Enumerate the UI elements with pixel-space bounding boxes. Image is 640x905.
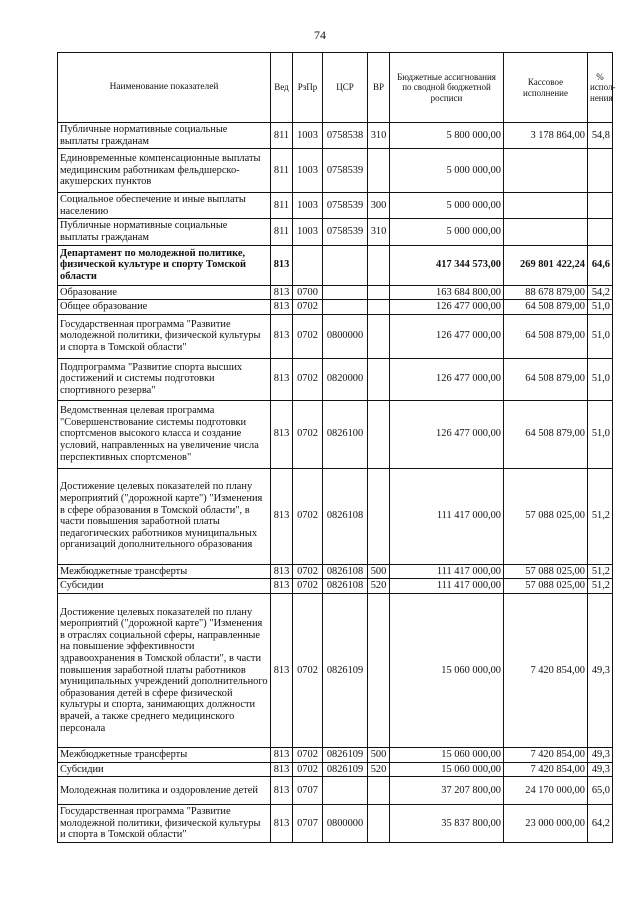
table-row bbox=[58, 193, 613, 219]
cell-name: Достижение целевых показателей по плану мероприятий ("дорожной карте") "Изменения в сфере образования в Томской области", в части повышения заработной платы педагогических работников муниципальных организаций дополнительного образования bbox=[58, 468, 271, 564]
cell-rzpr: 0702 bbox=[293, 314, 323, 358]
header-name: Наименование показателей bbox=[58, 53, 271, 123]
cell-vr: 520 bbox=[368, 762, 390, 777]
cell-vr bbox=[368, 593, 390, 747]
cell-assignments: 5 000 000,00 bbox=[390, 193, 504, 219]
cell-name: Межбюджетные трансферты bbox=[58, 564, 271, 579]
table-row bbox=[58, 219, 613, 245]
cell-vr bbox=[368, 314, 390, 358]
cell-csr: 0826108 bbox=[323, 468, 368, 564]
cell-name: Субсидии bbox=[58, 579, 271, 594]
cell-ved: 813 bbox=[271, 400, 293, 468]
table-row bbox=[58, 805, 613, 843]
cell-cash: 64 508 879,00 bbox=[504, 400, 588, 468]
cell-vr bbox=[368, 777, 390, 805]
cell-name: Социальное обеспечение и иные выплаты населению bbox=[58, 193, 271, 219]
cell-ved: 813 bbox=[271, 245, 293, 285]
table-row bbox=[58, 762, 613, 777]
cell-csr: 0758539 bbox=[323, 193, 368, 219]
cell-percent: 51,2 bbox=[588, 579, 613, 594]
header-vr: ВР bbox=[368, 53, 390, 123]
header-assignments: Бюджетные ассигнования по сводной бюджетной росписи bbox=[390, 53, 504, 123]
cell-csr: 0758539 bbox=[323, 149, 368, 193]
cell-name: Достижение целевых показателей по плану мероприятий ("дорожной карте") "Изменения в отраслях социальной сферы, направленные на повышение эффективности здравоохранения в Томской области", в части повышения заработной платы работников муниципальных учреждений дополнительного образования детей в сфере физической культуры и спорта, занимающих должности врачей, а также среднего медицинского персонала bbox=[58, 593, 271, 747]
cell-name: Субсидии bbox=[58, 762, 271, 777]
cell-ved: 813 bbox=[271, 468, 293, 564]
cell-csr bbox=[323, 285, 368, 300]
cell-ved: 813 bbox=[271, 593, 293, 747]
cell-cash: 23 000 000,00 bbox=[504, 805, 588, 843]
cell-csr bbox=[323, 300, 368, 315]
cell-csr bbox=[323, 777, 368, 805]
table-row bbox=[58, 747, 613, 762]
cell-ved: 813 bbox=[271, 564, 293, 579]
table-row bbox=[58, 564, 613, 579]
cell-ved: 811 bbox=[271, 123, 293, 149]
header-cash: Кассовое исполнение bbox=[504, 53, 588, 123]
cell-cash: 57 088 025,00 bbox=[504, 579, 588, 594]
cell-assignments: 35 837 800,00 bbox=[390, 805, 504, 843]
cell-rzpr: 0702 bbox=[293, 400, 323, 468]
cell-name: Единовременные компенсационные выплаты медицинским работникам фельдшерско-акушерских пунктов bbox=[58, 149, 271, 193]
cell-csr bbox=[323, 245, 368, 285]
cell-assignments: 111 417 000,00 bbox=[390, 579, 504, 594]
cell-ved: 811 bbox=[271, 193, 293, 219]
cell-csr: 0826108 bbox=[323, 579, 368, 594]
cell-name: Государственная программа "Развитие молодежной политики, физической культуры и спорта в Томской области" bbox=[58, 805, 271, 843]
cell-rzpr: 0702 bbox=[293, 564, 323, 579]
table-body bbox=[58, 123, 613, 843]
cell-ved: 813 bbox=[271, 579, 293, 594]
cell-cash: 64 508 879,00 bbox=[504, 314, 588, 358]
cell-vr bbox=[368, 300, 390, 315]
cell-ved: 813 bbox=[271, 358, 293, 400]
cell-ved: 813 bbox=[271, 805, 293, 843]
header-csr: ЦСР bbox=[323, 53, 368, 123]
header-ved: Вед bbox=[271, 53, 293, 123]
cell-rzpr: 0702 bbox=[293, 747, 323, 762]
cell-percent: 51,0 bbox=[588, 300, 613, 315]
cell-assignments: 163 684 800,00 bbox=[390, 285, 504, 300]
cell-name: Публичные нормативные социальные выплаты гражданам bbox=[58, 123, 271, 149]
table-row bbox=[58, 300, 613, 315]
table-row bbox=[58, 314, 613, 358]
cell-vr: 310 bbox=[368, 123, 390, 149]
cell-cash bbox=[504, 193, 588, 219]
cell-rzpr: 1003 bbox=[293, 149, 323, 193]
cell-vr bbox=[368, 149, 390, 193]
cell-cash: 64 508 879,00 bbox=[504, 358, 588, 400]
header-row bbox=[58, 53, 613, 123]
cell-assignments: 126 477 000,00 bbox=[390, 400, 504, 468]
cell-cash: 269 801 422,24 bbox=[504, 245, 588, 285]
cell-percent: 64,2 bbox=[588, 805, 613, 843]
cell-rzpr: 1003 bbox=[293, 193, 323, 219]
cell-ved: 813 bbox=[271, 777, 293, 805]
cell-name: Публичные нормативные социальные выплаты гражданам bbox=[58, 219, 271, 245]
cell-vr bbox=[368, 805, 390, 843]
table-row bbox=[58, 579, 613, 594]
cell-cash: 7 420 854,00 bbox=[504, 747, 588, 762]
cell-assignments: 15 060 000,00 bbox=[390, 593, 504, 747]
cell-ved: 811 bbox=[271, 219, 293, 245]
cell-ved: 813 bbox=[271, 314, 293, 358]
cell-vr bbox=[368, 245, 390, 285]
cell-vr: 520 bbox=[368, 579, 390, 594]
cell-csr: 0800000 bbox=[323, 314, 368, 358]
cell-rzpr: 0707 bbox=[293, 777, 323, 805]
cell-rzpr: 0707 bbox=[293, 805, 323, 843]
cell-vr bbox=[368, 468, 390, 564]
cell-cash: 64 508 879,00 bbox=[504, 300, 588, 315]
cell-vr: 300 bbox=[368, 193, 390, 219]
cell-vr: 310 bbox=[368, 219, 390, 245]
cell-percent: 54,8 bbox=[588, 123, 613, 149]
cell-percent: 51,2 bbox=[588, 564, 613, 579]
cell-cash: 57 088 025,00 bbox=[504, 468, 588, 564]
cell-ved: 811 bbox=[271, 149, 293, 193]
cell-rzpr: 0702 bbox=[293, 358, 323, 400]
cell-csr: 0826109 bbox=[323, 747, 368, 762]
cell-vr: 500 bbox=[368, 747, 390, 762]
header-percent: % испол-нения bbox=[588, 53, 613, 123]
cell-csr: 0758538 bbox=[323, 123, 368, 149]
cell-cash bbox=[504, 149, 588, 193]
cell-csr: 0826109 bbox=[323, 762, 368, 777]
cell-percent: 49,3 bbox=[588, 747, 613, 762]
cell-percent: 65,0 bbox=[588, 777, 613, 805]
cell-percent: 54,2 bbox=[588, 285, 613, 300]
cell-assignments: 5 000 000,00 bbox=[390, 149, 504, 193]
cell-assignments: 126 477 000,00 bbox=[390, 314, 504, 358]
cell-name: Департамент по молодежной политике, физической культуре и спорту Томской области bbox=[58, 245, 271, 285]
cell-rzpr bbox=[293, 245, 323, 285]
cell-assignments: 126 477 000,00 bbox=[390, 300, 504, 315]
cell-rzpr: 0702 bbox=[293, 300, 323, 315]
cell-cash: 7 420 854,00 bbox=[504, 593, 588, 747]
cell-ved: 813 bbox=[271, 285, 293, 300]
cell-assignments: 37 207 800,00 bbox=[390, 777, 504, 805]
cell-cash: 24 170 000,00 bbox=[504, 777, 588, 805]
cell-cash: 57 088 025,00 bbox=[504, 564, 588, 579]
cell-rzpr: 1003 bbox=[293, 123, 323, 149]
cell-percent bbox=[588, 193, 613, 219]
cell-rzpr: 0700 bbox=[293, 285, 323, 300]
cell-name: Подпрограмма "Развитие спорта высших достижений и системы подготовки спортивного резерва" bbox=[58, 358, 271, 400]
cell-vr bbox=[368, 400, 390, 468]
cell-csr: 0800000 bbox=[323, 805, 368, 843]
cell-rzpr: 1003 bbox=[293, 219, 323, 245]
cell-csr: 0826109 bbox=[323, 593, 368, 747]
cell-percent: 51,2 bbox=[588, 468, 613, 564]
cell-csr: 0826100 bbox=[323, 400, 368, 468]
table-row bbox=[58, 245, 613, 285]
cell-percent: 51,0 bbox=[588, 358, 613, 400]
cell-assignments: 15 060 000,00 bbox=[390, 762, 504, 777]
table-row bbox=[58, 285, 613, 300]
cell-rzpr: 0702 bbox=[293, 762, 323, 777]
cell-assignments: 5 000 000,00 bbox=[390, 219, 504, 245]
cell-percent: 51,0 bbox=[588, 314, 613, 358]
page-number: 74 bbox=[314, 28, 326, 42]
cell-percent bbox=[588, 149, 613, 193]
budget-table bbox=[57, 52, 616, 843]
cell-cash: 3 178 864,00 bbox=[504, 123, 588, 149]
table-row bbox=[58, 400, 613, 468]
cell-rzpr: 0702 bbox=[293, 593, 323, 747]
table-row bbox=[58, 468, 613, 564]
cell-rzpr: 0702 bbox=[293, 468, 323, 564]
cell-ved: 813 bbox=[271, 747, 293, 762]
cell-percent: 64,6 bbox=[588, 245, 613, 285]
cell-assignments: 126 477 000,00 bbox=[390, 358, 504, 400]
cell-assignments: 5 800 000,00 bbox=[390, 123, 504, 149]
cell-name: Образование bbox=[58, 285, 271, 300]
cell-percent: 49,3 bbox=[588, 593, 613, 747]
cell-cash: 7 420 854,00 bbox=[504, 762, 588, 777]
cell-csr: 0826108 bbox=[323, 564, 368, 579]
table-row bbox=[58, 123, 613, 149]
cell-assignments: 111 417 000,00 bbox=[390, 564, 504, 579]
table-row bbox=[58, 777, 613, 805]
cell-percent bbox=[588, 219, 613, 245]
table-row bbox=[58, 149, 613, 193]
cell-name: Ведомственная целевая программа "Совершенствование системы подготовки спортсменов высокого класса и создание условий, направленных на увеличение числа перспективных спортсменов" bbox=[58, 400, 271, 468]
header-rzpr: РзПр bbox=[293, 53, 323, 123]
table-row bbox=[58, 358, 613, 400]
cell-name: Государственная программа "Развитие молодежной политики, физической культуры и спорта в Томской области" bbox=[58, 314, 271, 358]
cell-vr bbox=[368, 358, 390, 400]
cell-rzpr: 0702 bbox=[293, 579, 323, 594]
cell-vr bbox=[368, 285, 390, 300]
cell-name: Межбюджетные трансферты bbox=[58, 747, 271, 762]
cell-assignments: 15 060 000,00 bbox=[390, 747, 504, 762]
cell-percent: 51,0 bbox=[588, 400, 613, 468]
cell-cash bbox=[504, 219, 588, 245]
cell-csr: 0758539 bbox=[323, 219, 368, 245]
cell-vr: 500 bbox=[368, 564, 390, 579]
cell-ved: 813 bbox=[271, 762, 293, 777]
cell-assignments: 111 417 000,00 bbox=[390, 468, 504, 564]
cell-name: Молодежная политика и оздоровление детей bbox=[58, 777, 271, 805]
cell-percent: 49,3 bbox=[588, 762, 613, 777]
cell-name: Общее образование bbox=[58, 300, 271, 315]
cell-ved: 813 bbox=[271, 300, 293, 315]
cell-cash: 88 678 879,00 bbox=[504, 285, 588, 300]
table-row bbox=[58, 593, 613, 747]
cell-assignments: 417 344 573,00 bbox=[390, 245, 504, 285]
cell-csr: 0820000 bbox=[323, 358, 368, 400]
